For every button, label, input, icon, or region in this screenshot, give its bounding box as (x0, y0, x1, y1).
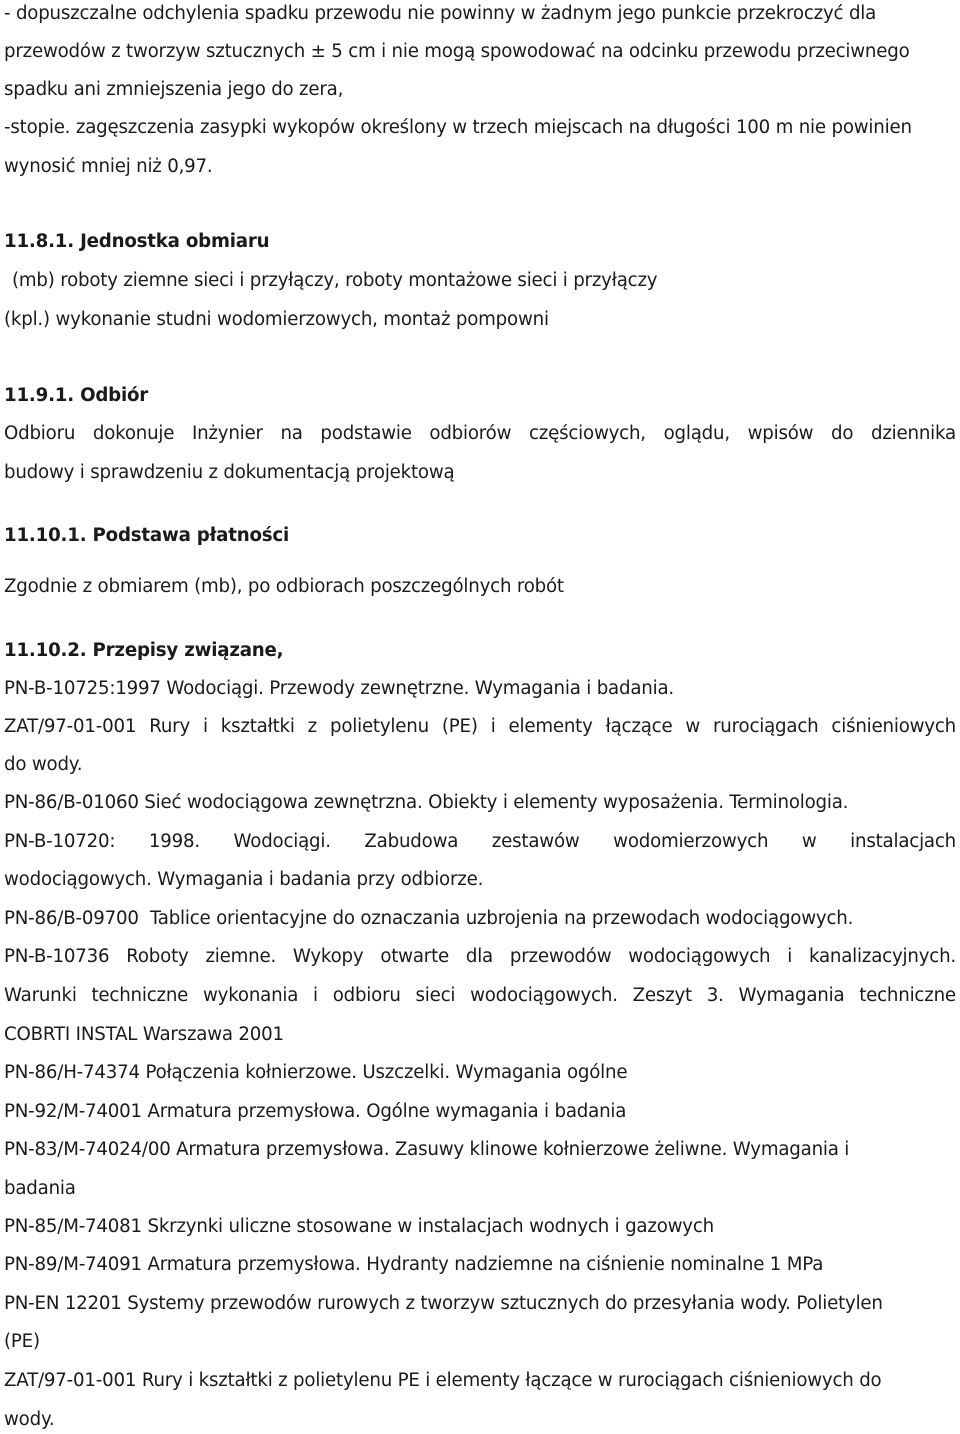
reference-line: PN-92/M-74001 Armatura przemysłowa. Ogólne wymagania i badania (4, 1101, 627, 1122)
word: wodociągowych (628, 946, 771, 967)
section-heading: 11.8.1. Jednostka obmiaru (4, 231, 270, 252)
reference-line: ZAT/97-01-001 Rury i kształtki z polietylenu PE i elementy łączące w rurociągach ciśnieniowych do (4, 1370, 882, 1391)
word: 1998. (148, 831, 200, 852)
word: dla (465, 946, 494, 967)
word: otwarte (380, 946, 449, 967)
justified-line (4, 985, 956, 1007)
word: elementy (508, 716, 593, 737)
word: ciśnieniowych (831, 716, 956, 737)
word: polietylenu (329, 716, 429, 737)
word: PN-B-10720: (4, 831, 116, 852)
word: Rury (149, 716, 191, 737)
word: techniczne (91, 985, 189, 1006)
section-heading: 11.10.2. Przepisy związane, (4, 640, 284, 661)
text-line: Zgodnie z obmiarem (mb), po odbiorach poszczególnych robót (4, 576, 564, 597)
word: PN-B-10736 (4, 946, 110, 967)
word: łączące (605, 716, 673, 737)
word: w (801, 831, 817, 852)
word: dokonuje (92, 423, 175, 444)
justified-line (4, 423, 956, 445)
text-line: (kpl.) wykonanie studni wodomierzowych, montaż pompowni (4, 309, 549, 330)
word: i (313, 985, 318, 1006)
word: odbioru (332, 985, 401, 1006)
text-line: spadku ani zmniejszenia jego do zera, (4, 79, 344, 100)
reference-line: wodociągowych. Wymagania i badania przy odbiorze. (4, 869, 484, 890)
reference-line: (PE) (4, 1331, 40, 1352)
word: z (307, 716, 318, 737)
word: w (685, 716, 701, 737)
word: Inżynier (191, 423, 263, 444)
word: wodociągowych. (470, 985, 618, 1006)
reference-line: COBRTI INSTAL Warszawa 2001 (4, 1024, 284, 1045)
section-heading: 11.10.1. Podstawa płatności (4, 525, 289, 546)
word: techniczne (859, 985, 956, 1006)
word: do (831, 423, 854, 444)
reference-line: PN-86/B-01060 Sieć wodociągowa zewnętrzna. Obiekty i elementy wyposażenia. Terminologia. (4, 792, 849, 813)
reference-line: PN-EN 12201 Systemy przewodów rurowych z tworzyw sztucznych do przesyłania wody. Polietylen (4, 1293, 883, 1314)
word: częściowych, (528, 423, 646, 444)
reference-line: PN-89/M-74091 Armatura przemysłowa. Hydranty nadziemne na ciśnienie nominalne 1 MPa (4, 1254, 824, 1275)
word: sieci (415, 985, 456, 1006)
reference-line: PN-83/M-74024/00 Armatura przemysłowa. Zasuwy klinowe kołnierzowe żeliwne. Wymagania i (4, 1139, 850, 1160)
word: na (280, 423, 303, 444)
section-heading: 11.9.1. Odbiór (4, 385, 149, 406)
word: kanalizacyjnych. (808, 946, 956, 967)
word: wykonania (202, 985, 299, 1006)
word: wpisów (747, 423, 814, 444)
word: i (490, 716, 496, 737)
word: i (202, 716, 208, 737)
word: dziennika (870, 423, 956, 444)
justified-line (4, 716, 956, 738)
word: instalacjach (850, 831, 956, 852)
word: Wodociągi. (233, 831, 331, 852)
reference-line: PN-85/M-74081 Skrzynki uliczne stosowane w instalacjach wodnych i gazowych (4, 1216, 714, 1237)
word: rurociągach (713, 716, 819, 737)
reference-line: wody. (4, 1409, 55, 1430)
text-line: (mb) roboty ziemne sieci i przyłączy, roboty montażowe sieci i przyłączy (12, 270, 658, 291)
reference-line: PN-86/B-09700 Tablice orientacyjne do oznaczania uzbrojenia na przewodach wodociągowych. (4, 908, 854, 929)
reference-line: PN-86/H-74374 Połączenia kołnierzowe. Uszczelki. Wymagania ogólne (4, 1062, 628, 1083)
word: kształtki (220, 716, 295, 737)
word: Wykopy (292, 946, 364, 967)
word: 3. (706, 985, 724, 1006)
justified-line (4, 831, 956, 853)
word: oglądu, (663, 423, 730, 444)
word: podstawie (320, 423, 412, 444)
reference-line: PN-B-10725:1997 Wodociągi. Przewody zewnętrzne. Wymagania i badania. (4, 678, 674, 699)
word: przewodów (509, 946, 612, 967)
reference-line: badania (4, 1178, 76, 1199)
word: Warunki (4, 985, 77, 1006)
word: ZAT/97-01-001 (4, 716, 137, 737)
word: Roboty (126, 946, 189, 967)
word: Odbioru (4, 423, 76, 444)
word: wodomierzowych (613, 831, 769, 852)
word: Zeszyt (632, 985, 692, 1006)
text-line: - dopuszczalne odchylenia spadku przewodu nie powinny w żadnym jego punkcie przekroczyć dla (4, 3, 877, 24)
word: odbiorów (429, 423, 512, 444)
justified-line (4, 946, 956, 968)
word: zestawów (491, 831, 580, 852)
text-line: -stopie. zagęszczenia zasypki wykopów określony w trzech miejscach na długości 100 m nie powinien (4, 117, 912, 138)
word: (PE) (441, 716, 478, 737)
text-line: przewodów z tworzyw sztucznych ± 5 cm i nie mogą spowodować na odcinku przewodu przeciwnego (4, 41, 910, 62)
text-line: wynosić mniej niż 0,97. (4, 156, 213, 177)
word: Zabudowa (364, 831, 459, 852)
word: ziemne. (205, 946, 277, 967)
word: i (787, 946, 793, 967)
text-line: budowy i sprawdzeniu z dokumentacją projektową (4, 462, 455, 483)
reference-line: do wody. (4, 754, 83, 775)
word: Wymagania (738, 985, 845, 1006)
